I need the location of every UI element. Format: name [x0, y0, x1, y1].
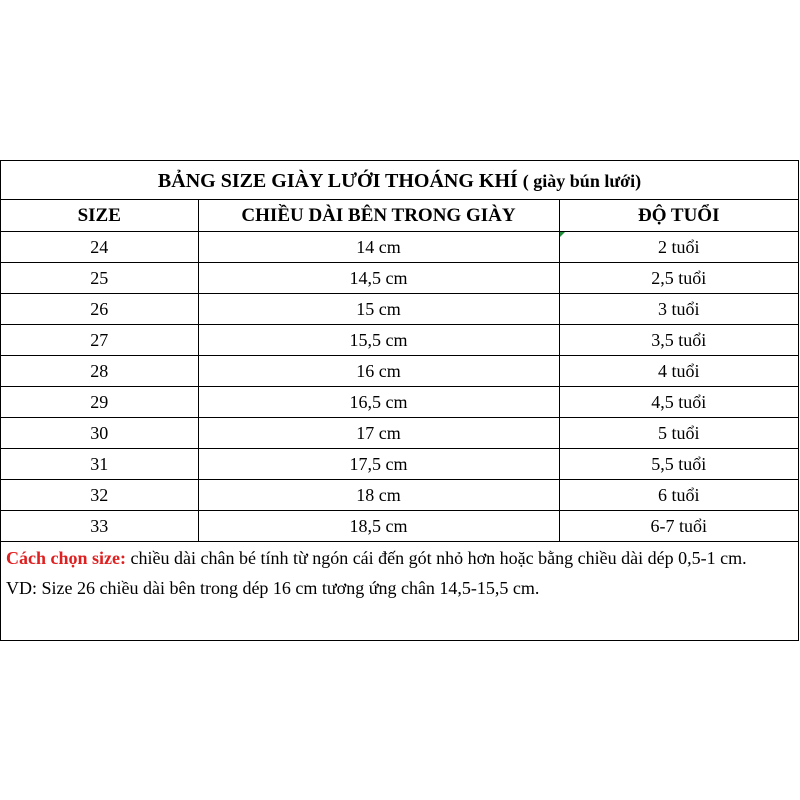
- size-cell: 26: [1, 294, 198, 325]
- size-cell: 28: [1, 356, 198, 387]
- age-cell: 3 tuổi: [559, 294, 798, 325]
- chart-title-sub: ( giày bún lưới): [522, 171, 642, 191]
- age-cell: 4,5 tuổi: [559, 387, 798, 418]
- table-row: [1, 511, 798, 542]
- table-row: [1, 356, 798, 387]
- table-row: [1, 232, 798, 263]
- size-cell: 27: [1, 325, 198, 356]
- age-cell: 4 tuổi: [559, 356, 798, 387]
- age-cell: 3,5 tuổi: [559, 325, 798, 356]
- cell-comment-marker: [560, 232, 565, 237]
- age-cell-text: 2 tuổi: [657, 237, 700, 257]
- age-cell: 2,5 tuổi: [559, 263, 798, 294]
- table-row: [1, 263, 798, 294]
- how-to-choose-text: chiều dài chân bé tính từ ngón cái đến gót nhỏ hơn hoặc bằng chiều dài dép 0,5-1 cm.: [130, 548, 747, 568]
- length-cell: 15,5 cm: [198, 325, 559, 356]
- table-row: [1, 387, 798, 418]
- size-cell: 24: [1, 232, 198, 263]
- chart-title-main: BẢNG SIZE GIÀY LƯỚI THOÁNG KHÍ: [157, 170, 518, 192]
- length-cell: 16,5 cm: [198, 387, 559, 418]
- age-cell: [559, 232, 798, 263]
- age-cell: 5,5 tuổi: [559, 449, 798, 480]
- chart-title: [1, 161, 798, 200]
- length-cell: 17,5 cm: [198, 449, 559, 480]
- table-row: [1, 449, 798, 480]
- age-cell: 6-7 tuổi: [559, 511, 798, 542]
- table-row: [1, 480, 798, 511]
- size-cell: 29: [1, 387, 198, 418]
- length-cell: 14 cm: [198, 232, 559, 263]
- header-inner-length: CHIỀU DÀI BÊN TRONG GIÀY: [198, 200, 559, 232]
- size-cell: 32: [1, 480, 198, 511]
- how-to-choose-label: Cách chọn size:: [6, 548, 126, 568]
- length-cell: 16 cm: [198, 356, 559, 387]
- length-cell: 18,5 cm: [198, 511, 559, 542]
- size-cell: 31: [1, 449, 198, 480]
- size-cell: 30: [1, 418, 198, 449]
- length-cell: 17 cm: [198, 418, 559, 449]
- age-cell: 5 tuổi: [559, 418, 798, 449]
- header-age: ĐỘ TUỔI: [559, 200, 798, 232]
- table-row: [1, 325, 798, 356]
- size-cell: 33: [1, 511, 198, 542]
- length-cell: 15 cm: [198, 294, 559, 325]
- table-row: [1, 294, 798, 325]
- length-cell: 14,5 cm: [198, 263, 559, 294]
- size-chart: [0, 160, 799, 641]
- example-line: VD: Size 26 chiều dài bên trong dép 16 cm tương ứng chân 14,5-15,5 cm.: [6, 578, 540, 598]
- size-table: [1, 199, 798, 542]
- length-cell: 18 cm: [198, 480, 559, 511]
- age-cell: 6 tuổi: [559, 480, 798, 511]
- table-row: [1, 418, 798, 449]
- header-row: [1, 200, 798, 232]
- header-size: SIZE: [1, 200, 198, 232]
- how-to-choose: [6, 543, 792, 573]
- size-cell: 25: [1, 263, 198, 294]
- size-guide-note: [1, 540, 798, 603]
